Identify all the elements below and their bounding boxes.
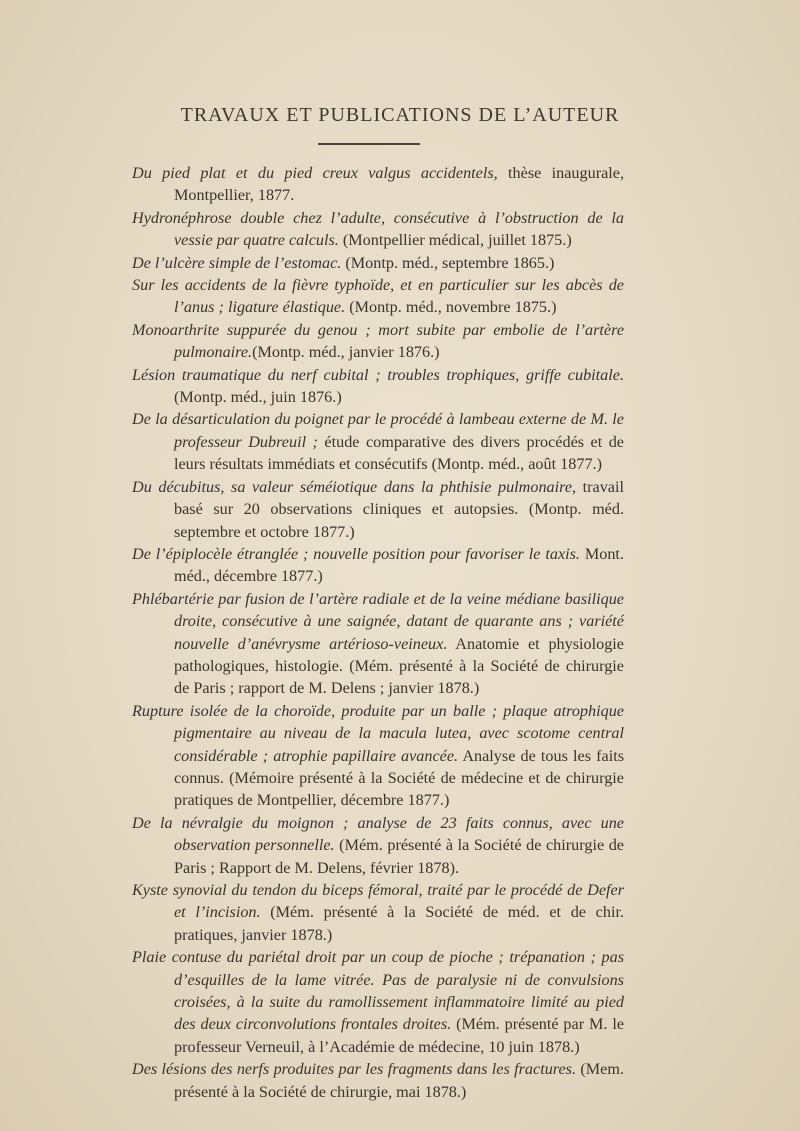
publication-entry — [132, 543, 624, 588]
publication-entry — [132, 364, 624, 409]
publication-details: (Montp. méd., novembre 1875.) — [345, 298, 557, 317]
publication-details: Mont. méd., décembre 1877.) — [174, 544, 624, 586]
publication-entry — [132, 946, 624, 1058]
publication-entry — [132, 252, 624, 274]
publication-details: étude comparative des divers procédés et de leurs résultats immédiats et consécutifs (Montp. méd., août 1877.) — [174, 432, 624, 474]
publication-entry — [132, 408, 624, 475]
publication-entry — [132, 319, 624, 364]
publication-entry — [132, 476, 624, 543]
publication-title: Des lésions des nerfs produites par les fragments dans les fractures. — [132, 1060, 577, 1079]
publication-entry — [132, 1058, 624, 1103]
publication-details: (Montp. méd., septembre 1865.) — [341, 253, 555, 272]
publication-entry — [132, 812, 624, 879]
publication-details: travail basé sur 20 observations cliniques et autopsies. (Montp. méd. septembre et octobre 1877.) — [174, 477, 624, 541]
publication-entry — [132, 700, 624, 812]
publication-entry — [132, 879, 624, 946]
publication-title: Hydronéphrose double chez l’adulte, consécutive à l’obstruction de la vessie par quatre calculs. — [132, 208, 624, 250]
publication-entry — [132, 207, 624, 252]
publication-details: (Montpellier médical, juillet 1875.) — [338, 231, 572, 250]
publication-title: Kyste synovial du tendon du biceps fémoral, traité par le procédé de Defer et l’incision. — [132, 881, 624, 922]
publication-title: De l’ulcère simple de l’estomac. — [132, 253, 342, 272]
publication-details: (Mem. présenté à la Société de chirurgie, mai 1878.) — [174, 1060, 625, 1101]
publication-details: (Mém. présenté par M. le professeur Verneuil, à l’Académie de médecine, 10 juin 1878.) — [174, 1015, 625, 1056]
publication-entry — [132, 588, 624, 700]
publication-details: (Montp. méd., janvier 1876.) — [252, 343, 440, 362]
publication-entry — [132, 162, 624, 207]
publication-list — [132, 162, 624, 1103]
title-rule — [318, 143, 420, 145]
publication-entry — [132, 274, 624, 319]
publication-title: De la désarticulation du poignet par le procédé à lambeau externe de M. le professeur Dubreuil ; — [132, 410, 624, 451]
publication-title: Phlébartérie par fusion de l’artère radiale et de la veine médiane basilique droite, consécutive à une saignée, datant de quarante ans ; variété nouvelle d’anévrysme artérioso-veineux. — [132, 589, 624, 653]
publication-title: Sur les accidents de la fièvre typhoïde, et en particulier sur les abcès de l’anus ; ligature élastique. — [132, 276, 624, 317]
publication-details: thèse inaugurale, Montpellier, 1877. — [174, 164, 625, 205]
publication-title: Du pied plat et du pied creux valgus accidentels, — [132, 164, 498, 182]
publication-details: (Mém. présenté à la Société de chirurgie de Paris ; Rapport de M. Delens, février 1878). — [174, 836, 624, 877]
publication-title: De la névralgie du moignon ; analyse de 23 faits connus, avec une observation personnelle. — [132, 813, 624, 855]
publication-details: Analyse de tous les faits connus. (Mémoire présenté à la Société de médecine et de chirurgie pratiques de Montpellier, décembre 1877.) — [174, 746, 625, 810]
publication-details: (Montp. méd., juin 1876.) — [174, 388, 342, 407]
publication-title: Du décubitus, sa valeur séméiotique dans la phthisie pulmonaire, — [132, 477, 577, 496]
publication-title: Lésion traumatique du nerf cubital ; troubles trophiques, griffe cubitale. — [132, 365, 624, 384]
publication-details: Anatomie et physiologie pathologiques, histologie. (Mém. présenté à la Société de chirurgie de Paris ; rapport de M. Delens ; janvier 1878.) — [174, 634, 624, 698]
publication-title: Monoarthrite suppurée du genou ; mort subite par embolie de l’artère pulmonaire. — [132, 320, 624, 362]
publication-title: Plaie contuse du pariétal droit par un coup de pioche ; trépanation ; pas d’esquilles de la lame vitrée. Pas de paralysie ni de convulsions croisées, à la suite du ramollissement inflammatoire limité au pied des deux circonvolutions frontales droites. — [132, 948, 624, 1034]
publication-title: Rupture isolée de la choroïde, produite par un balle ; plaque atrophique pigmentaire au niveau de la macula lutea, avec scotome central considérable ; atrophie papillaire avancée. — [132, 701, 624, 765]
page-title: TRAVAUX ET PUBLICATIONS DE L’AUTEUR — [180, 104, 620, 126]
publication-details: (Mém. présenté à la Société de méd. et de chir. pratiques, janvier 1878.) — [174, 903, 625, 944]
publication-title: De l’épiplocèle étranglée ; nouvelle position pour favoriser le taxis. — [132, 544, 580, 563]
